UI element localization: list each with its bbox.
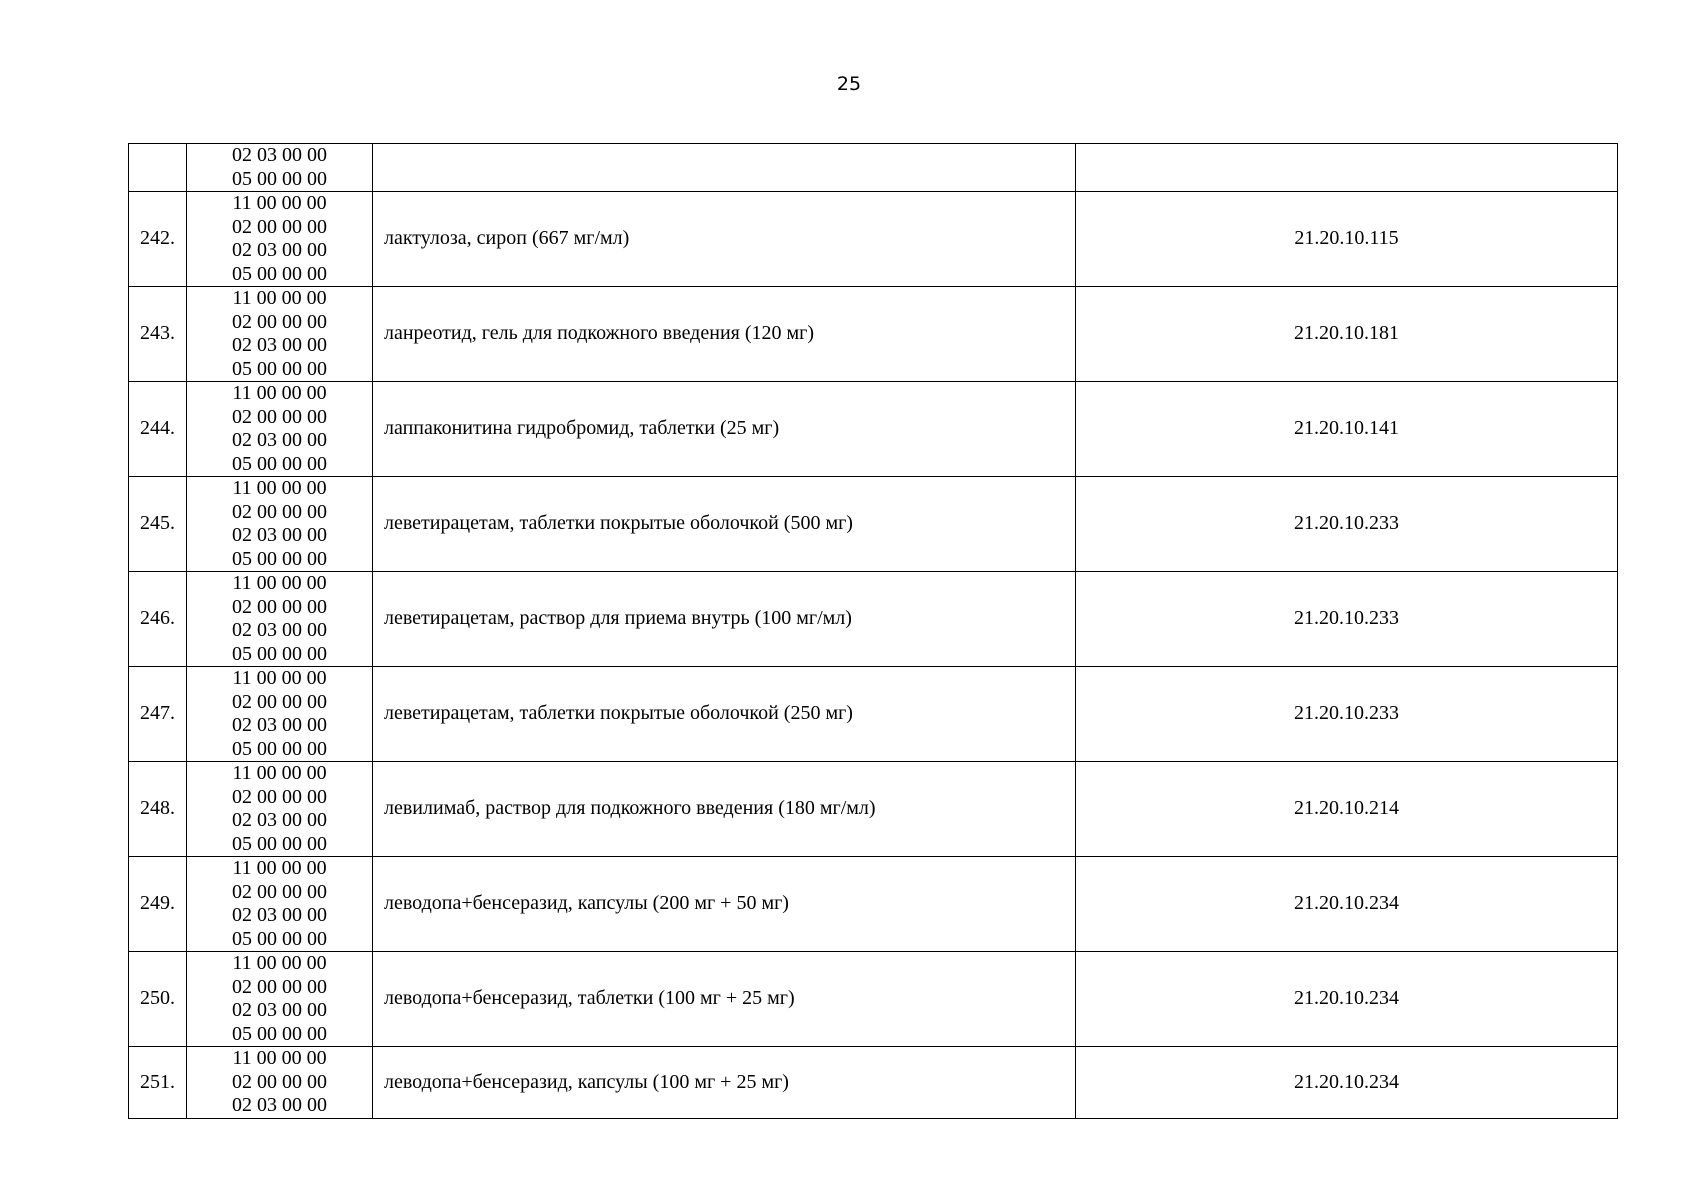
row-number: 249. [129, 857, 187, 952]
medicine-name: леветирацетам, раствор для приема внутрь (100 мг/мл) [373, 572, 1076, 667]
territory-code: 11 00 00 00 [232, 477, 327, 499]
row-number [129, 144, 187, 192]
table-row [129, 952, 1618, 1047]
row-number: 244. [129, 382, 187, 477]
territory-code: 11 00 00 00 [232, 382, 327, 404]
okpd-code: 21.20.10.181 [1076, 287, 1618, 382]
table-row [129, 382, 1618, 477]
okpd-code: 21.20.10.141 [1076, 382, 1618, 477]
medicine-name [373, 144, 1076, 192]
territory-codes [187, 762, 373, 857]
territory-codes [187, 477, 373, 572]
territory-code: 11 00 00 00 [232, 667, 327, 689]
medicine-name: леводопа+бенсеразид, капсулы (100 мг + 25 мг) [373, 1047, 1076, 1119]
page-number: 25 [836, 73, 862, 95]
table-row [129, 477, 1618, 572]
table-row [129, 1047, 1618, 1119]
territory-code: 11 00 00 00 [232, 572, 327, 594]
territory-code: 02 03 00 00 [232, 239, 327, 261]
territory-code: 05 00 00 00 [232, 1022, 327, 1045]
territory-code: 02 00 00 00 [232, 405, 327, 428]
territory-code: 02 03 00 00 [232, 1094, 327, 1116]
row-number: 245. [129, 477, 187, 572]
territory-code: 05 00 00 00 [232, 547, 327, 570]
territory-code: 11 00 00 00 [232, 857, 327, 879]
medicine-name: леветирацетам, таблетки покрытые оболочкой (500 мг) [373, 477, 1076, 572]
territory-codes [187, 857, 373, 952]
territory-code: 05 00 00 00 [232, 262, 327, 285]
okpd-code: 21.20.10.233 [1076, 667, 1618, 762]
territory-code: 02 00 00 00 [232, 785, 327, 808]
row-number: 250. [129, 952, 187, 1047]
table-row [129, 287, 1618, 382]
medicine-name: леветирацетам, таблетки покрытые оболочкой (250 мг) [373, 667, 1076, 762]
territory-code: 02 03 00 00 [232, 334, 327, 356]
territory-code: 11 00 00 00 [232, 762, 327, 784]
territory-codes [187, 144, 373, 192]
territory-codes [187, 1047, 373, 1119]
territory-code: 05 00 00 00 [232, 927, 327, 950]
territory-codes [187, 667, 373, 762]
territory-code: 02 03 00 00 [232, 429, 327, 451]
territory-code: 02 00 00 00 [232, 595, 327, 618]
territory-code: 02 03 00 00 [232, 524, 327, 546]
medicine-name: лактулоза, сироп (667 мг/мл) [373, 192, 1076, 287]
okpd-code [1076, 144, 1618, 192]
row-number: 246. [129, 572, 187, 667]
okpd-code: 21.20.10.233 [1076, 477, 1618, 572]
territory-code: 02 03 00 00 [232, 809, 327, 831]
territory-codes [187, 572, 373, 667]
okpd-code: 21.20.10.214 [1076, 762, 1618, 857]
okpd-code: 21.20.10.234 [1076, 1047, 1618, 1119]
table-row [129, 192, 1618, 287]
row-number: 251. [129, 1047, 187, 1119]
territory-codes [187, 287, 373, 382]
territory-code: 02 00 00 00 [232, 880, 327, 903]
table-row [129, 144, 1618, 192]
territory-code: 05 00 00 00 [232, 357, 327, 380]
territory-code: 05 00 00 00 [232, 832, 327, 855]
territory-code: 02 03 00 00 [232, 904, 327, 926]
okpd-code: 21.20.10.115 [1076, 192, 1618, 287]
territory-code: 05 00 00 00 [232, 737, 327, 760]
row-number: 243. [129, 287, 187, 382]
medicines-table [128, 143, 1618, 1119]
territory-code: 02 00 00 00 [232, 1070, 327, 1093]
medicine-name: леводопа+бенсеразид, таблетки (100 мг + 25 мг) [373, 952, 1076, 1047]
row-number: 247. [129, 667, 187, 762]
territory-code: 02 03 00 00 [232, 714, 327, 736]
territory-code: 05 00 00 00 [232, 167, 327, 190]
territory-code: 02 00 00 00 [232, 690, 327, 713]
territory-code: 11 00 00 00 [232, 287, 327, 309]
territory-code: 02 00 00 00 [232, 975, 327, 998]
territory-code: 11 00 00 00 [232, 952, 327, 974]
okpd-code: 21.20.10.234 [1076, 952, 1618, 1047]
territory-code: 02 03 00 00 [232, 999, 327, 1021]
territory-codes [187, 382, 373, 477]
medicine-name: леводопа+бенсеразид, капсулы (200 мг + 50 мг) [373, 857, 1076, 952]
territory-code: 11 00 00 00 [232, 192, 327, 214]
territory-code: 02 00 00 00 [232, 215, 327, 238]
territory-code: 02 00 00 00 [232, 310, 327, 333]
territory-codes [187, 952, 373, 1047]
territory-code: 02 03 00 00 [232, 619, 327, 641]
table-row [129, 667, 1618, 762]
table-row [129, 572, 1618, 667]
row-number: 248. [129, 762, 187, 857]
table-row [129, 857, 1618, 952]
medicine-name: ланреотид, гель для подкожного введения (120 мг) [373, 287, 1076, 382]
medicine-name: левилимаб, раствор для подкожного введения (180 мг/мл) [373, 762, 1076, 857]
okpd-code: 21.20.10.233 [1076, 572, 1618, 667]
territory-code: 02 00 00 00 [232, 500, 327, 523]
territory-code: 11 00 00 00 [232, 1047, 327, 1069]
territory-codes [187, 192, 373, 287]
territory-code: 05 00 00 00 [232, 452, 327, 475]
table-row [129, 762, 1618, 857]
medicine-name: лаппаконитина гидробромид, таблетки (25 мг) [373, 382, 1076, 477]
territory-code: 02 03 00 00 [232, 144, 327, 166]
okpd-code: 21.20.10.234 [1076, 857, 1618, 952]
territory-code: 05 00 00 00 [232, 642, 327, 665]
row-number: 242. [129, 192, 187, 287]
